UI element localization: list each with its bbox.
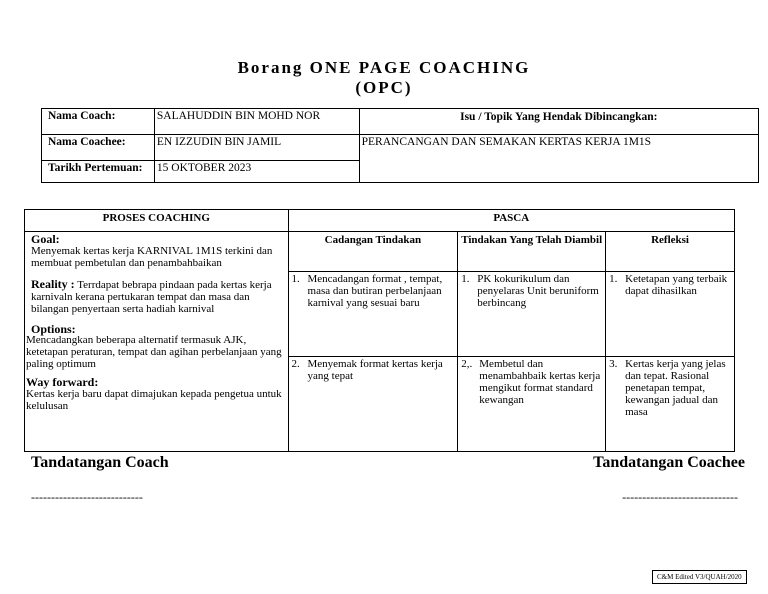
row1-refleksi-num: 1.	[609, 273, 618, 286]
row1-tindakan-text: PK kokurikulum dan penyelaras Unit beruniform berbincang	[477, 273, 599, 310]
row1-refleksi-text: Ketetapan yang terbaik dapat dihasilkan	[625, 273, 728, 298]
refleksi-header: Refleksi	[606, 232, 735, 272]
issue-value: PERANCANGAN DAN SEMAKAN KERTAS KERJA 1M1S	[359, 135, 758, 183]
row1-tindakan-num: 1.	[461, 273, 470, 286]
process-cell	[25, 232, 289, 452]
form-version-code: C&M Edited V3/QUAH/2020	[652, 570, 747, 584]
row2-cadangan-num: 2.	[291, 357, 300, 370]
coachee-name-value: EN IZZUDIN BIN JAMIL	[154, 135, 359, 161]
row1-tindakan	[458, 272, 606, 356]
coaching-table	[24, 209, 735, 452]
tindakan-diambil-header: Tindakan Yang Telah Diambil	[458, 232, 606, 272]
row2-refleksi	[606, 356, 735, 451]
row2-tindakan-num: 2,.	[461, 357, 473, 370]
row2-tindakan-text: Membetul dan menambahbaik kertas kerja mengikut format standard kewangan	[479, 357, 601, 406]
goal-title: Goal:	[31, 232, 60, 247]
row1-refleksi	[606, 272, 735, 356]
coach-name-label: Nama Coach:	[42, 109, 155, 135]
row1-cadangan-num: 1.	[291, 273, 300, 286]
row2-refleksi-num: 3.	[609, 357, 618, 370]
meeting-date-label: Tarikh Pertemuan:	[42, 161, 155, 183]
row2-cadangan	[288, 356, 458, 451]
cadangan-tindakan-header: Cadangan Tindakan	[288, 232, 458, 272]
pasca-heading: PASCA	[288, 210, 734, 232]
goal-text: Menyemak kertas kerja KARNIVAL 1M1S terkini dan membuat pembetulan dan penambahbaikan	[31, 245, 273, 270]
way-forward-title: Way forward:	[26, 375, 99, 390]
row1-cadangan-text: Mencadangan format , tempat, masa dan butiran perbelanjaan karnival yang sesuai baru	[307, 273, 443, 310]
coachee-signature-label: Tandatangan Coachee	[593, 454, 745, 471]
options-title: Options:	[31, 322, 76, 337]
row2-refleksi-text: Kertas kerja yang jelas dan tepat. Rasional penetapan tempat, kewangan jadual dan masa	[625, 357, 726, 418]
coach-name-value: SALAHUDDIN BIN MOHD NOR	[154, 109, 359, 135]
row2-cadangan-text: Menyemak format kertas kerja yang tepat	[307, 357, 443, 382]
coach-signature-line: ----------------------------	[31, 490, 143, 504]
reality-text: Terrdapat bebrapa pindaan pada kertas kerja karnivaln kerana pertukaran tempat dan masa dan bilangan penyertaan serta hadiah karnival	[31, 279, 272, 316]
way-forward-text: Kertas kerja baru dapat dimajukan kepada pengetua untuk kelulusan	[26, 388, 282, 413]
coach-signature-label: Tandatangan Coach	[31, 454, 169, 471]
row2-tindakan	[458, 356, 606, 451]
form-title: Borang ONE PAGE COACHING	[237, 58, 531, 77]
reality-title: Reality :	[31, 277, 75, 292]
issue-heading: Isu / Topik Yang Hendak Dibincangkan:	[359, 109, 758, 135]
info-table	[41, 108, 759, 183]
form-subtitle: (OPC)	[355, 78, 413, 97]
meeting-date-value: 15 OKTOBER 2023	[154, 161, 359, 183]
proses-coaching-heading: PROSES COACHING	[25, 210, 289, 232]
coachee-signature-line: -----------------------------	[622, 490, 738, 504]
coachee-name-label: Nama Coachee:	[42, 135, 155, 161]
options-text: Mencadangkan beberapa alternatif termasuk AJK, ketetapan peraturan, tempat dan agihan perbelanjaan yang paling optimum	[26, 334, 282, 371]
row1-cadangan	[288, 272, 458, 356]
